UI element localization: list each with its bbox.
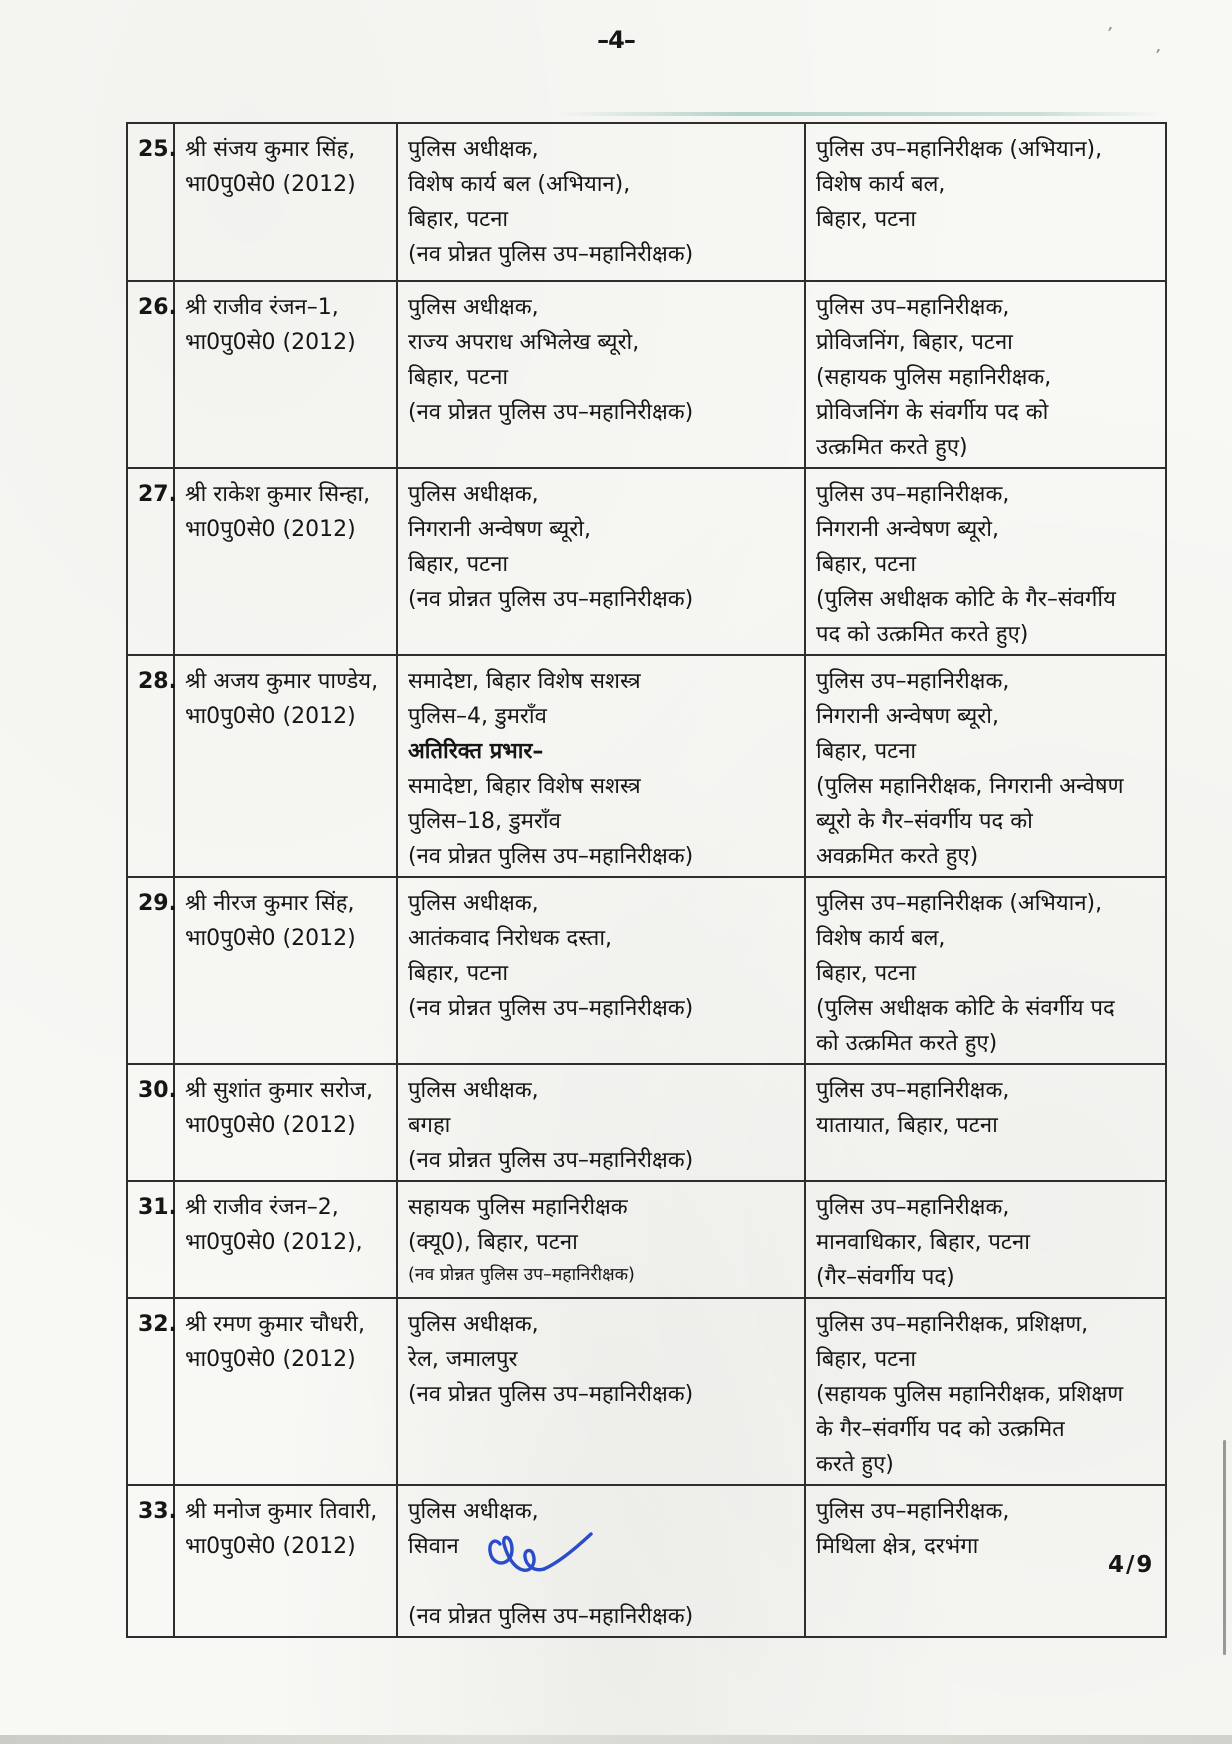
text-line: (नव प्रोन्नत पुलिस उप–महानिरीक्षक) [408, 1382, 694, 1407]
page-indicator-bottom: 4/9 [1108, 1552, 1155, 1578]
table-row [127, 468, 1166, 655]
text-line: मानवाधिकार, बिहार, पटना [816, 1230, 1030, 1255]
text-line: श्री संजय कुमार सिंह, [185, 137, 356, 162]
text-line: पुलिस उप–महानिरीक्षक, [816, 669, 1010, 694]
text-line [408, 1564, 798, 1599]
text-line: के गैर–संवर्गीय पद को उत्क्रमित [816, 1417, 1065, 1442]
text-line: बिहार, पटना [408, 365, 509, 390]
text-line: (नव प्रोन्नत पुलिस उप–महानिरीक्षक) [408, 844, 694, 869]
scan-artifact-edge-line [1223, 1440, 1226, 1655]
text-line: पुलिस अधीक्षक, [408, 482, 539, 507]
page-number-top: –4– [597, 26, 635, 54]
officer-name-cell [174, 281, 397, 468]
serial-number-cell [127, 1181, 177, 1298]
text-line: (नव प्रोन्नत पुलिस उप–महानिरीक्षक) [408, 242, 694, 267]
text-line: सिवान [408, 1534, 459, 1559]
serial-number-cell [127, 877, 177, 1064]
text-line: (नव प्रोन्नत पुलिस उप–महानिरीक्षक) [408, 1148, 694, 1173]
text-line: श्री नीरज कुमार सिंह, [185, 891, 355, 916]
text-line: भा0पु0से0 (2012), [185, 1230, 363, 1255]
officer-name-cell [174, 1485, 397, 1637]
serial-number-cell [127, 1064, 177, 1181]
new-post-cell [805, 877, 1166, 1064]
current-post-cell [397, 1298, 805, 1485]
officer-transfer-table [126, 122, 1167, 1638]
text-line: भा0पु0से0 (2012) [185, 704, 356, 729]
text-line: अतिरिक्त प्रभार– [408, 739, 544, 764]
text-line: (नव प्रोन्नत पुलिस उप–महानिरीक्षक) [408, 996, 694, 1021]
text-line: अवक्रमित करते हुए) [816, 844, 979, 869]
text-line: (सहायक पुलिस महानिरीक्षक, [816, 365, 1052, 390]
text-line: समादेष्टा, बिहार विशेष सशस्त्र [408, 669, 641, 694]
text-line: श्री राकेश कुमार सिन्हा, [185, 482, 371, 507]
current-post-cell [397, 123, 805, 281]
officer-name-cell [174, 1064, 397, 1181]
text-line: बिहार, पटना [816, 961, 917, 986]
text-line: श्री अजय कुमार पाण्डेय, [185, 669, 379, 694]
text-line: प्रोविजनिंग, बिहार, पटना [816, 330, 1013, 355]
text-line: यातायात, बिहार, पटना [816, 1113, 998, 1138]
text-line: पुलिस उप–महानिरीक्षक, [816, 482, 1010, 507]
text-line: (नव प्रोन्नत पुलिस उप–महानिरीक्षक) [408, 1604, 694, 1629]
text-line: बिहार, पटना [816, 739, 917, 764]
text-line: (सहायक पुलिस महानिरीक्षक, प्रशिक्षण [816, 1382, 1124, 1407]
text-line: पुलिस उप–महानिरीक्षक, [816, 295, 1010, 320]
text-line: पुलिस उप–महानिरीक्षक, [816, 1078, 1010, 1103]
text-line: आतंकवाद निरोधक दस्ता, [408, 926, 613, 951]
text-line: पुलिस–18, डुमराँव [408, 809, 561, 834]
officer-name-cell [174, 877, 397, 1064]
text-line: श्री राजीव रंजन–2, [185, 1195, 339, 1220]
text-line: बिहार, पटना [408, 961, 509, 986]
text-line: 29. [138, 891, 177, 916]
text-line: 32. [138, 1312, 177, 1337]
text-line: मिथिला क्षेत्र, दरभंगा [816, 1534, 979, 1559]
text-line: पुलिस उप–महानिरीक्षक (अभियान), [816, 137, 1103, 162]
text-line: सहायक पुलिस महानिरीक्षक [408, 1195, 628, 1220]
text-line: (पुलिस अधीक्षक कोटि के गैर–संवर्गीय [816, 587, 1116, 612]
text-line: राज्य अपराध अभिलेख ब्यूरो, [408, 330, 640, 355]
text-line: पुलिस उप–महानिरीक्षक (अभियान), [816, 891, 1103, 916]
text-line: 26. [138, 295, 177, 320]
new-post-cell [805, 1298, 1166, 1485]
text-line: करते हुए) [816, 1452, 894, 1477]
officer-table-body [127, 123, 1166, 1637]
text-line: (नव प्रोन्नत पुलिस उप–महानिरीक्षक) [408, 1265, 635, 1285]
text-line: श्री मनोज कुमार तिवारी, [185, 1499, 378, 1524]
table-row [127, 123, 1166, 281]
text-line: पुलिस उप–महानिरीक्षक, प्रशिक्षण, [816, 1312, 1089, 1337]
table-row [127, 877, 1166, 1064]
scan-artifact-streak [560, 112, 1160, 116]
text-line: बिहार, पटना [408, 552, 509, 577]
text-line: बगहा [408, 1113, 451, 1138]
text-line: पुलिस अधीक्षक, [408, 1078, 539, 1103]
serial-number-cell [127, 1485, 177, 1637]
text-line: (नव प्रोन्नत पुलिस उप–महानिरीक्षक) [408, 587, 694, 612]
text-line: बिहार, पटना [816, 552, 917, 577]
text-line: (नव प्रोन्नत पुलिस उप–महानिरीक्षक) [408, 400, 694, 425]
table-row [127, 1181, 1166, 1298]
text-line: को उत्क्रमित करते हुए) [816, 1031, 998, 1056]
text-line: बिहार, पटना [408, 207, 509, 232]
current-post-cell [397, 877, 805, 1064]
text-line: ब्यूरो के गैर–संवर्गीय पद को [816, 809, 1033, 834]
text-line: निगरानी अन्वेषण ब्यूरो, [816, 704, 999, 729]
current-post-cell [397, 1181, 805, 1298]
new-post-cell [805, 1181, 1166, 1298]
text-line: 25. [138, 137, 177, 162]
table-row [127, 655, 1166, 877]
serial-number-cell [127, 468, 177, 655]
text-line: भा0पु0से0 (2012) [185, 1113, 356, 1138]
text-line: श्री सुशांत कुमार सरोज, [185, 1078, 373, 1103]
text-line: 27. [138, 482, 177, 507]
text-line: भा0पु0से0 (2012) [185, 1534, 356, 1559]
text-line: भा0पु0से0 (2012) [185, 926, 356, 951]
serial-number-cell [127, 655, 177, 877]
officer-name-cell [174, 655, 397, 877]
text-line: भा0पु0से0 (2012) [185, 330, 356, 355]
text-line: रेल, जमालपुर [408, 1347, 518, 1372]
text-line: उत्क्रमित करते हुए) [816, 435, 968, 460]
scan-artifact-bottom-band [0, 1735, 1232, 1744]
officer-name-cell [174, 123, 397, 281]
current-post-cell [397, 468, 805, 655]
text-line: भा0पु0से0 (2012) [185, 172, 356, 197]
text-line: विशेष कार्य बल (अभियान), [408, 172, 631, 197]
new-post-cell [805, 655, 1166, 877]
officer-name-cell [174, 1298, 397, 1485]
text-line: भा0पु0से0 (2012) [185, 1347, 356, 1372]
text-line: भा0पु0से0 (2012) [185, 517, 356, 542]
text-line: समादेष्टा, बिहार विशेष सशस्त्र [408, 774, 641, 799]
text-line: पुलिस अधीक्षक, [408, 295, 539, 320]
text-line: 28. [138, 669, 177, 694]
serial-number-cell [127, 281, 177, 468]
text-line: प्रोविजनिंग के संवर्गीय पद को [816, 400, 1049, 425]
text-line: (पुलिस अधीक्षक कोटि के संवर्गीय पद [816, 996, 1115, 1021]
table-row [127, 1298, 1166, 1485]
text-line: बिहार, पटना [816, 207, 917, 232]
text-line: पद को उत्क्रमित करते हुए) [816, 622, 1029, 647]
text-line: श्री राजीव रंजन–1, [185, 295, 339, 320]
text-line: विशेष कार्य बल, [816, 172, 946, 197]
text-line: पुलिस अधीक्षक, [408, 1499, 539, 1524]
text-line: (पुलिस महानिरीक्षक, निगरानी अन्वेषण [816, 774, 1124, 799]
text-line: पुलिस अधीक्षक, [408, 137, 539, 162]
text-line: निगरानी अन्वेषण ब्यूरो, [408, 517, 591, 542]
scan-artifact-mark: ’ [1151, 45, 1162, 68]
text-line: विशेष कार्य बल, [816, 926, 946, 951]
serial-number-cell [127, 123, 177, 281]
text-line: पुलिस उप–महानिरीक्षक, [816, 1195, 1010, 1220]
text-line: 30. [138, 1078, 177, 1103]
text-line: बिहार, पटना [816, 1347, 917, 1372]
current-post-cell [397, 1485, 805, 1637]
text-line: (गैर–संवर्गीय पद) [816, 1265, 955, 1290]
table-row [127, 1485, 1166, 1637]
serial-number-cell [127, 1298, 177, 1485]
current-post-cell [397, 1064, 805, 1181]
signature-ink-icon [484, 1524, 596, 1590]
text-line: (क्यू0), बिहार, पटना [408, 1230, 578, 1255]
table-row [127, 281, 1166, 468]
text-line: पुलिस–4, डुमराँव [408, 704, 547, 729]
new-post-cell [805, 1064, 1166, 1181]
officer-name-cell [174, 468, 397, 655]
text-line: पुलिस अधीक्षक, [408, 891, 539, 916]
scan-artifact-mark: ’ [1103, 23, 1114, 46]
text-line: श्री रमण कुमार चौधरी, [185, 1312, 365, 1337]
new-post-cell [805, 468, 1166, 655]
current-post-cell [397, 281, 805, 468]
officer-name-cell [174, 1181, 397, 1298]
text-line: 33. [138, 1499, 177, 1524]
table-row [127, 1064, 1166, 1181]
text-line: पुलिस अधीक्षक, [408, 1312, 539, 1337]
current-post-cell [397, 655, 805, 877]
text-line: निगरानी अन्वेषण ब्यूरो, [816, 517, 999, 542]
text-line: 31. [138, 1195, 177, 1220]
text-line: पुलिस उप–महानिरीक्षक, [816, 1499, 1010, 1524]
new-post-cell [805, 281, 1166, 468]
new-post-cell [805, 123, 1166, 281]
